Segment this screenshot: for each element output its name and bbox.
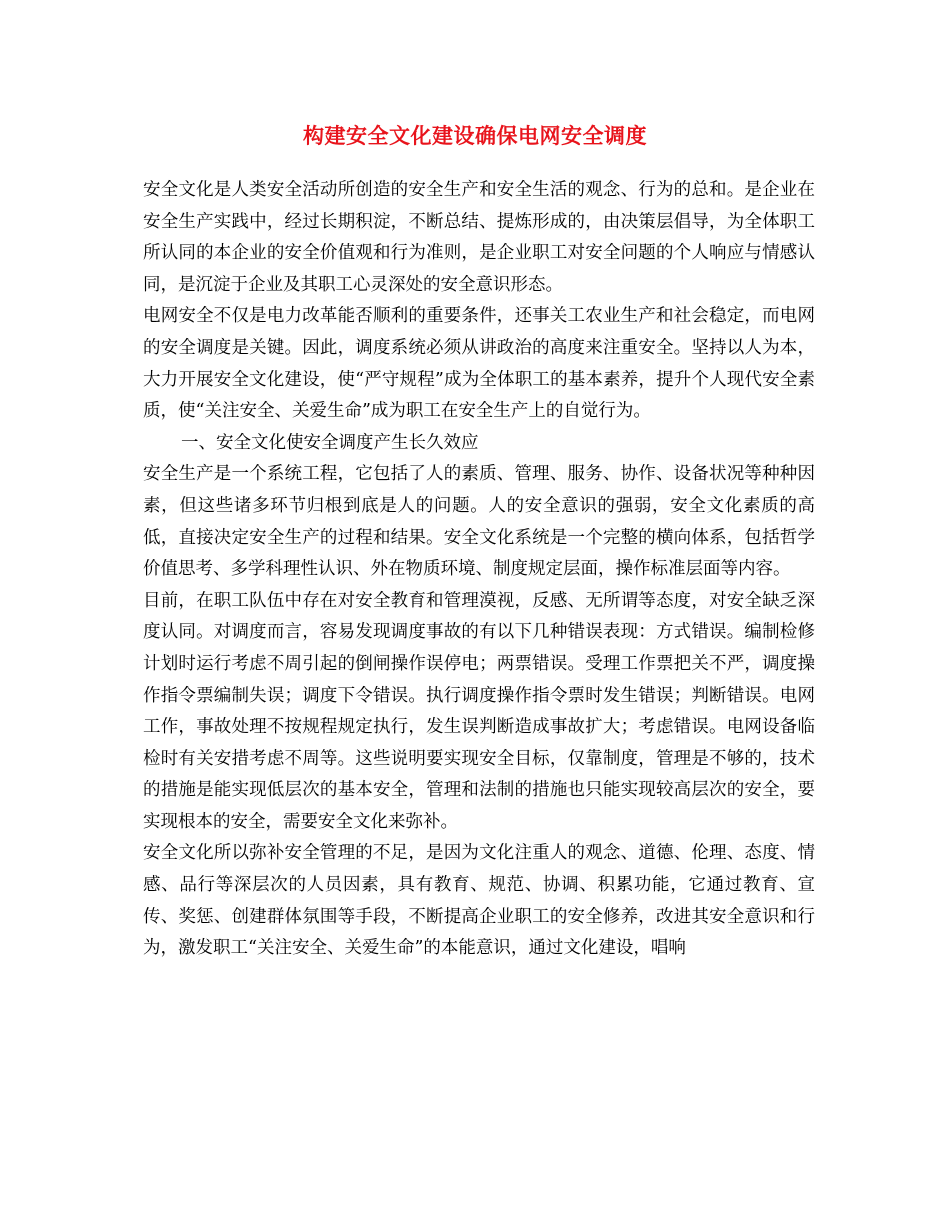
paragraph-error-types: 目前，在职工队伍中存在对安全教育和管理漠视，反感、无所谓等态度，对安全缺乏深度认同。对调度而言，容易发现调度事故的有以下几种错误表现：方式错误。编制检修计划时运行考虑不周引起的倒闸操作误停电；两票错误。受理工作票把关不严，调度操作指令票编制失误；调度下令错误。执行调度操作指令票时发生错误；判断错误。电网工作，事故处理不按规程规定执行，发生误判断造成事故扩大；考虑错误。电网设备临检时有关安措考虑不周等。这些说明要实现安全目标，仅靠制度，管理是不够的，技术的措施是能实现低层次的基本安全，管理和法制的措施也只能实现较高层次的安全，要实现根本的安全，需要安全文化来弥补。 (143, 590, 815, 832)
paragraph-grid-safety: 电网安全不仅是电力改革能否顺利的重要条件，还事关工农业生产和社会稳定，而电网的安全调度是关键。因此，调度系统必须从讲政治的高度来注重安全。坚持以人为本，大力开展安全文化建设，使“严守规程”成为全体职工的基本素养，提升个人现代安全素质，使“关注安全、关爱生命”成为职工在安全生产上的自觉行为。 (143, 306, 815, 422)
paragraph-culture-complement: 安全文化所以弥补安全管理的不足，是因为文化注重人的观念、道德、伦理、态度、情感、品行等深层次的人员因素，具有教育、规范、协调、积累功能，它通过教育、宣传、奖惩、创建群体氛围等手段，不断提高企业职工的安全修养，改进其安全意识和行为，激发职工“关注安全、关爱生命”的本能意识，通过文化建设，唱响 (143, 843, 815, 959)
paragraph-system-engineering: 安全生产是一个系统工程，它包括了人的素质、管理、服务、协作、设备状况等种种因素，但这些诸多环节归根到底是人的问题。人的安全意识的强弱，安全文化素质的高低，直接决定安全生产的过程和结果。安全文化系统是一个完整的横向体系，包括哲学价值思考、多学科理性认识、外在物质环境、制度规定层面，操作标准层面等内容。 (143, 464, 815, 580)
document-title: 构建安全文化建设确保电网安全调度 (303, 123, 647, 148)
paragraph-safety-culture-definition: 安全文化是人类安全活动所创造的安全生产和安全生活的观念、行为的总和。是企业在安全生产实践中，经过长期积淀，不断总结、提炼形成的，由决策层倡导，为全体职工所认同的本企业的安全价值观和行为准则，是企业职工对安全问题的个人响应与情感认同，是沉淀于企业及其职工心灵深处的安全意识形态。 (143, 180, 815, 295)
document-body (143, 175, 815, 965)
section-heading-1: 一、安全文化使安全调度产生长久效应 (181, 432, 479, 453)
